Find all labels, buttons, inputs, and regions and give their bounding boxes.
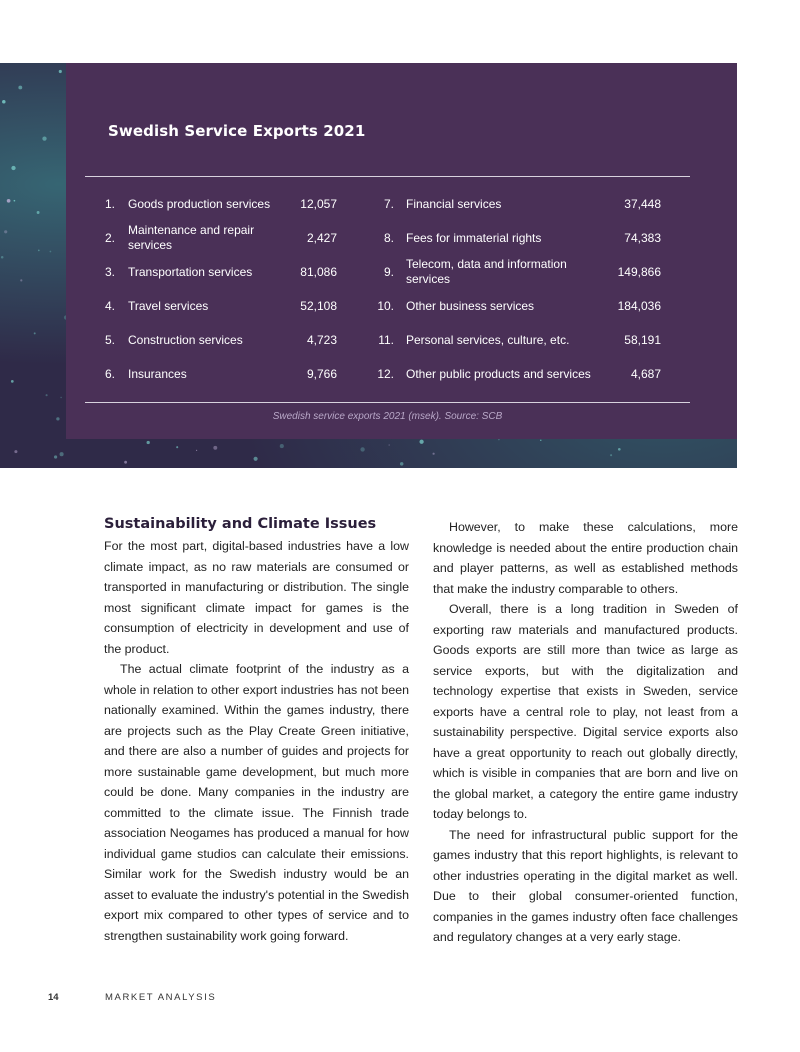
service-label: Transportation services: [128, 264, 253, 279]
service-value: 184,036: [617, 299, 661, 313]
paragraph: However, to make these calculations, more knowledge is needed about the entire production chain and player patterns, as well as established methods that make the industry comparable to others.: [433, 520, 738, 596]
service-label: Goods production services: [128, 196, 271, 211]
row-number: 4.: [104, 299, 115, 313]
table-panel: [66, 63, 737, 439]
service-value: 149,866: [617, 265, 661, 279]
table-row: [85, 323, 690, 357]
table-row: [85, 357, 690, 391]
service-value: 74,383: [624, 231, 661, 245]
row-number: 1.: [104, 197, 115, 211]
paragraph: The need for infrastructural public support for the games industry that this report highlights, is relevant to other industries operating in the digital market as well. Due to their global consumer-oriented function, companies in the games industry often face challenges and regulatory changes at a very early stage.: [433, 827, 738, 944]
paragraph: Overall, there is a long tradition in Sweden of exporting raw materials and manufactured products. Goods exports are still more than twice as large as service exports, but with the digitalization and technology expertise that exists in Sweden, service exports have a central role to play, not least from a sustainability perspective. Digital service exports also have a great opportunity to reach out globally directly, which is visible in companies that are born and live on the global market, a category the entire game industry today belongs to.: [433, 602, 738, 821]
service-value: 4,687: [630, 367, 661, 381]
service-label: Travel services: [128, 298, 209, 313]
service-label: Other public products and services: [406, 366, 591, 381]
service-label: Telecom, data and information services: [406, 257, 567, 286]
paragraph: For the most part, digital-based industries have a low climate impact, as no raw materials are consumed or transported in manufacturing or distribution. The single most significant climate impact for games is the consumption of electricity in development and use of the product.: [104, 539, 409, 656]
section-name: MARKET ANALYSIS: [105, 992, 217, 1003]
row-number: 8.: [383, 231, 394, 245]
page-number: 14: [48, 992, 59, 1003]
service-label: Fees for immaterial rights: [406, 230, 542, 245]
service-value: 12,057: [300, 197, 337, 211]
row-number: 10.: [377, 299, 394, 313]
row-number: 5.: [104, 333, 115, 347]
row-number: 9.: [383, 265, 394, 279]
service-value: 9,766: [306, 367, 337, 381]
service-value: 37,448: [624, 197, 661, 211]
row-number: 12.: [377, 367, 394, 381]
service-value: 81,086: [300, 265, 337, 279]
row-number: 6.: [104, 367, 115, 381]
service-label: Personal services, culture, etc.: [406, 332, 570, 347]
row-number: 2.: [104, 231, 115, 245]
table-caption: Swedish service exports 2021 (msek). Source: SCB: [272, 411, 503, 422]
row-number: 3.: [104, 265, 115, 279]
service-label: Other business services: [406, 298, 535, 313]
section-heading: Sustainability and Climate Issues: [104, 516, 377, 532]
row-number: 7.: [383, 197, 394, 211]
table-row: [85, 255, 690, 289]
table-row: [85, 221, 690, 255]
service-label: Construction services: [128, 332, 243, 347]
service-value: 2,427: [306, 231, 337, 245]
service-label: Financial services: [406, 196, 502, 211]
service-label: Insurances: [128, 366, 187, 381]
table-bottom-rule: [85, 402, 690, 403]
service-label: Maintenance and repair services: [128, 223, 255, 252]
table-title: Swedish Service Exports 2021: [108, 122, 366, 140]
service-value: 4,723: [306, 333, 337, 347]
service-value: 58,191: [624, 333, 661, 347]
service-value: 52,108: [300, 299, 337, 313]
table-top-rule: [85, 176, 690, 177]
article-left-column: [104, 512, 409, 946]
paragraph: The actual climate footprint of the industry as a whole in relation to other export industries has not been nationally examined. Within the games industry, there are projects such as the Play Create Green initiative, and there are also a number of guides and projects for more sustainable game development, but much more could be done. Many companies in the industry are committed to the climate issue. The Finnish trade association Neogames has produced a manual for how individual game studios can calculate their emissions. Similar work for the Swedish industry would be an asset to evaluate the industry's potential in the Swedish export mix compared to other types of service and to strengthen sustainability work going forward.: [104, 662, 409, 943]
table-row: [85, 187, 690, 221]
table-row: [85, 289, 690, 323]
row-number: 11.: [378, 333, 394, 347]
article-right-column: [433, 517, 738, 948]
header-banner: [0, 63, 737, 468]
